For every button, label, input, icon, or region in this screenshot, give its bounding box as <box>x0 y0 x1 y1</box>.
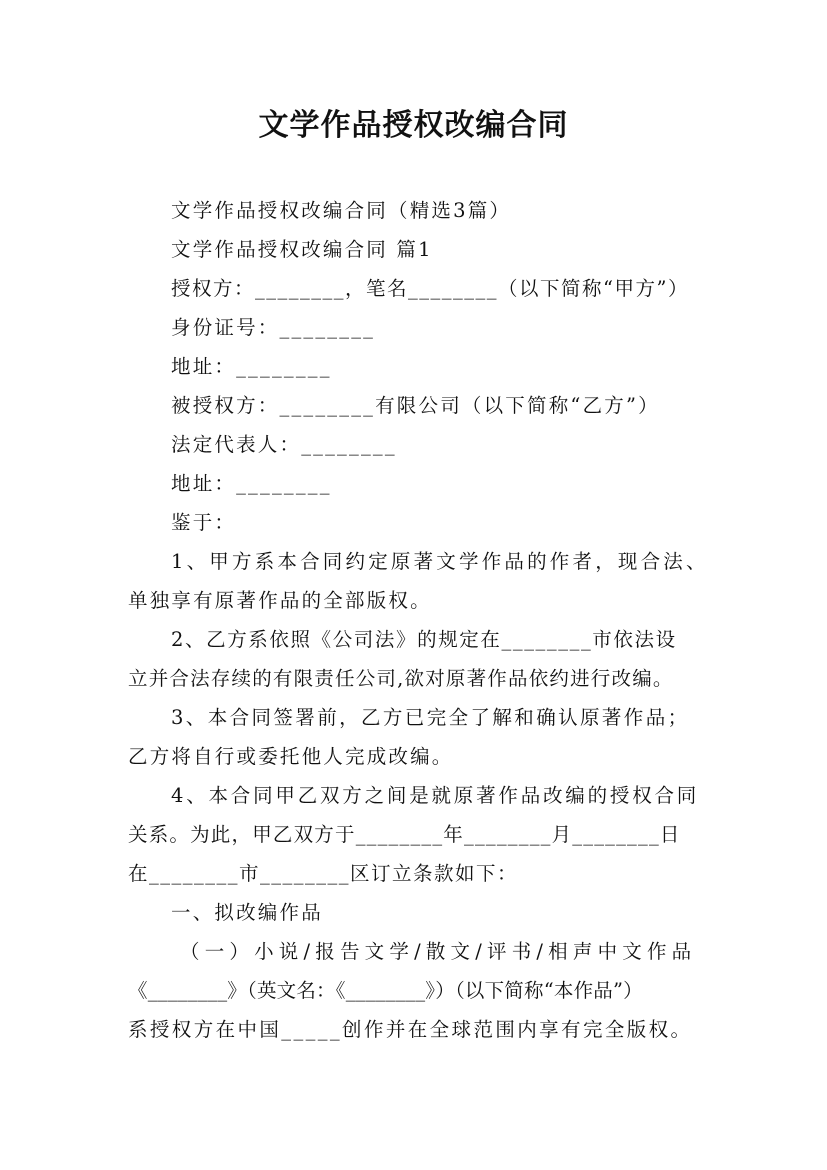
legal-representative-line: 法定代表人：________ <box>171 433 397 456</box>
party-b-line: 被授权方：________有限公司（以下简称“乙方”） <box>171 394 660 417</box>
article-1-item-1-line-1: （一）小说/报告文学/散文/评书/相声中文作品 <box>180 940 697 963</box>
recital-2-line-1: 2、乙方系依照《公司法》的规定在________市依法设 <box>171 628 677 651</box>
article-1-heading: 一、拟改编作品 <box>171 901 323 924</box>
recital-3-line-2: 乙方将自行或委托他人完成改编。 <box>128 745 454 768</box>
document-title: 文学作品授权改编合同 <box>258 108 569 143</box>
section-heading: 文学作品授权改编合同 篇1 <box>171 238 433 261</box>
party-b-address-line: 地址：________ <box>171 472 332 495</box>
recital-4-line-1: 4、本合同甲乙双方之间是就原著作品改编的授权合同 <box>171 784 700 807</box>
recital-2-line-2: 立并合法存续的有限责任公司,欲对原著作品依约进行改编。 <box>128 667 674 690</box>
id-number-line: 身份证号：________ <box>171 316 376 339</box>
article-1-item-1-line-3: 系授权方在中国_____创作并在全球范围内享有完全版权。 <box>128 1018 693 1041</box>
recital-1-line-2: 单独享有原著作品的全部版权。 <box>128 589 432 612</box>
recital-1-line-1: 1、甲方系本合同约定原著文学作品的作者，现合法、 <box>171 550 709 573</box>
recital-3-line-1: 3、本合同签署前，乙方已完全了解和确认原著作品； <box>171 706 690 729</box>
subtitle-line: 文学作品授权改编合同（精选3篇） <box>171 199 512 222</box>
recital-4-line-2: 关系。为此，甲乙双方于________年________月________日 <box>128 823 681 846</box>
party-a-address-line: 地址：________ <box>171 355 332 378</box>
recital-4-line-3: 在________市________区订立条款如下： <box>128 862 519 885</box>
party-a-line: 授权方：________，笔名________（以下简称“甲方”） <box>171 277 689 300</box>
article-1-item-1-line-2: 《________》（英文名：《________》）（以下简称“本作品”） <box>128 979 643 1002</box>
whereas-label: 鉴于： <box>171 511 237 534</box>
